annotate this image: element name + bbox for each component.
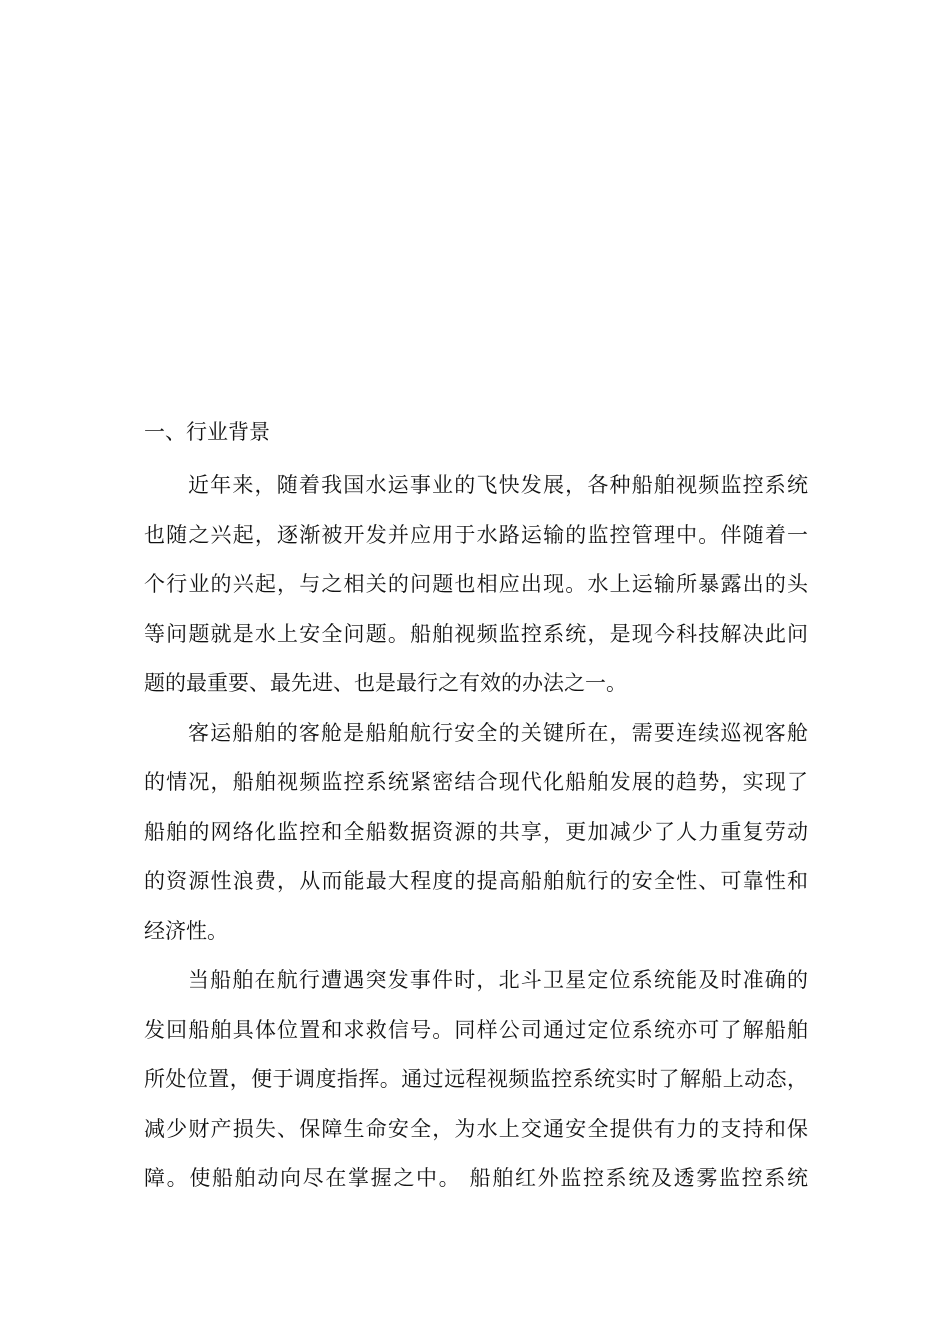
text-line: 当船舶在航行遭遇突发事件时，北斗卫星定位系统能及时准确的	[188, 968, 808, 992]
text-line: 的情况，船舶视频监控系统紧密结合现代化船舶发展的趋势，实现了	[144, 770, 808, 794]
text-line: 也随之兴起，逐渐被开发并应用于水路运输的监控管理中。伴随着一	[144, 522, 808, 547]
text-line: 减少财产损失、保障生命安全，为水上交通安全提供有力的支持和保	[144, 1116, 808, 1141]
text-line: 所处位置，便于调度指挥。通过远程视频监控系统实时了解船上动态，	[144, 1067, 808, 1091]
paragraph-3	[144, 956, 808, 1204]
text-line: 题的最重要、最先进、也是最行之有效的办法之一。	[144, 671, 627, 695]
paragraph-1	[144, 461, 808, 709]
text-line: 近年来，随着我国水运事业的飞快发展，各种船舶视频监控系统	[188, 473, 808, 497]
text-line: 的资源性浪费，从而能最大程度的提高船舶航行的安全性、可靠性和	[144, 869, 808, 893]
text-line: 障。使船舶动向尽在掌握之中。 船舶红外监控系统及透雾监控系统	[144, 1166, 808, 1190]
text-line: 个行业的兴起，与之相关的问题也相应出现。水上运输所暴露出的头	[144, 572, 808, 596]
text-line: 客运船舶的客舱是船舶航行安全的关键所在，需要连续巡视客舱	[188, 720, 808, 745]
text-line: 等问题就是水上安全问题。船舶视频监控系统，是现今科技解决此问	[144, 621, 808, 646]
text-line: 经济性。	[144, 918, 228, 943]
section-heading: 一、行业背景	[144, 420, 270, 444]
document-body	[144, 412, 808, 1204]
text-line: 船舶的网络化监控和全船数据资源的共享，更加减少了人力重复劳动	[144, 819, 808, 844]
text-line: 发回船舶具体位置和求救信号。同样公司通过定位系统亦可了解船舶	[144, 1017, 808, 1042]
paragraph-2	[144, 709, 808, 957]
